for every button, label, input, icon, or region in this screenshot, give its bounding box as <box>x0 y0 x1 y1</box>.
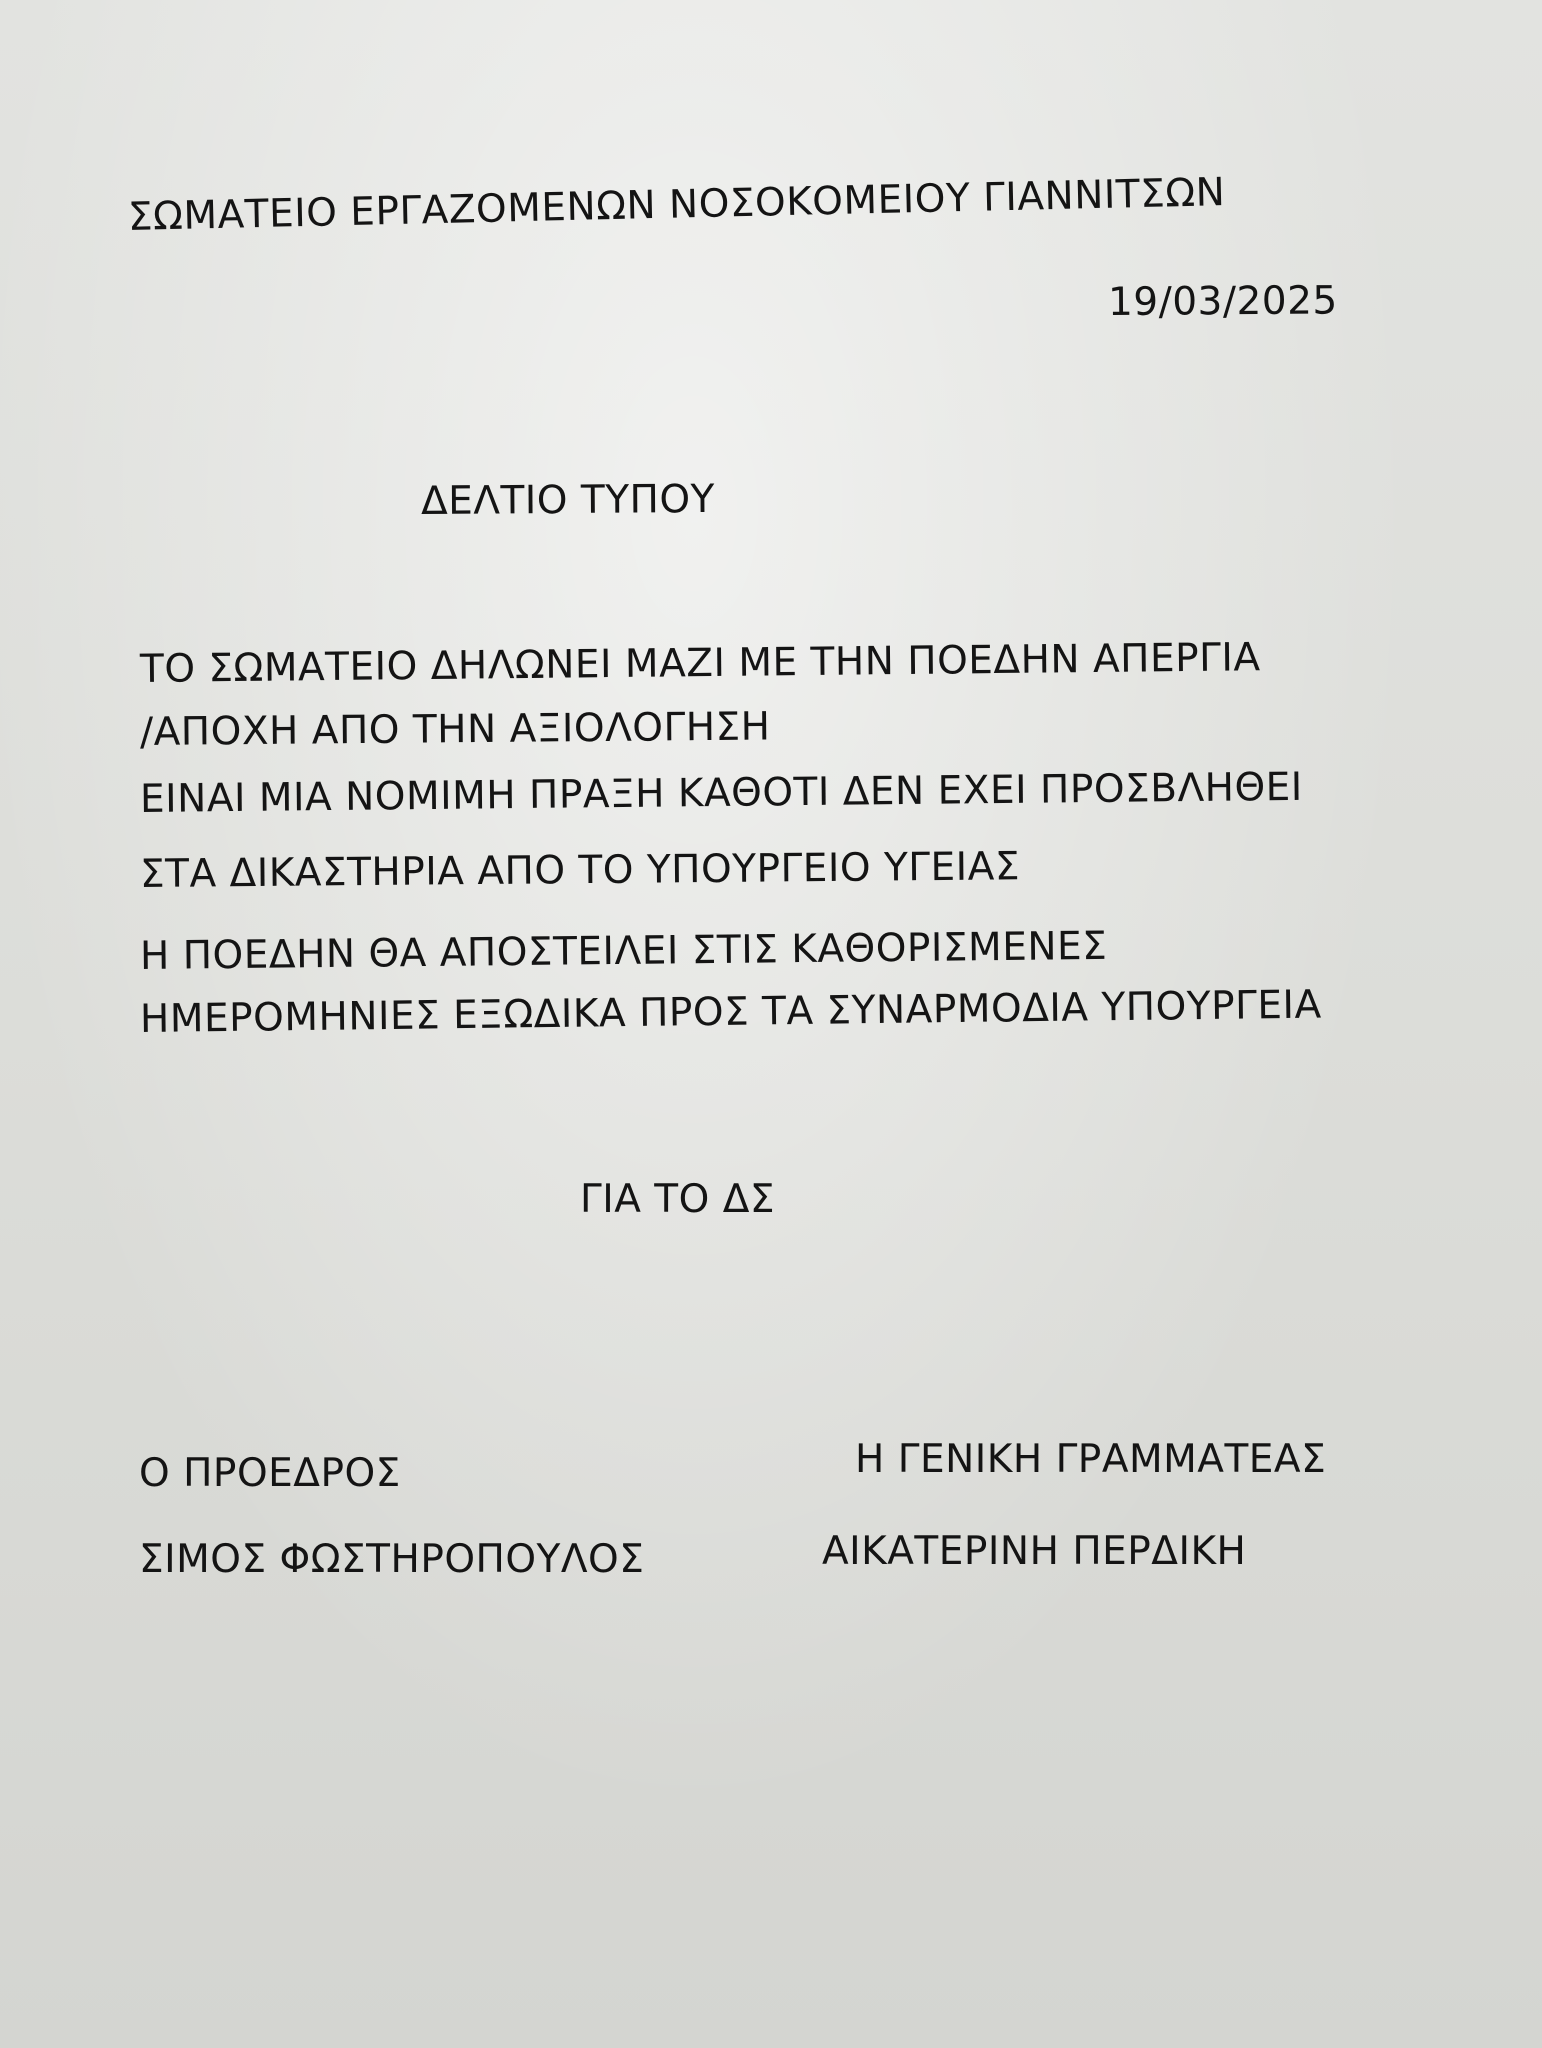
signatory-right-name: ΑΙΚΑΤΕΡΙΝΗ ΠΕΡΔΙΚΗ <box>822 1529 1247 1574</box>
document-title: ΔΕΛΤΙΟ ΤΥΠΟΥ <box>420 476 716 524</box>
paragraph-3-line-1: Η ΠΟΕΔΗΝ ΘΑ ΑΠΟΣΤΕΙΛΕΙ ΣΤΙΣ ΚΑΘΟΡΙΣΜΕΝΕΣ <box>139 923 1108 979</box>
organization-heading: ΣΩΜΑΤΕΙΟ ΕΡΓΑΖΟΜΕΝΩΝ ΝΟΣΟΚΟΜΕΙΟΥ ΓΙΑΝΝΙΤΣΩΝ <box>127 170 1226 240</box>
on-behalf-line: ΓΙΑ ΤΟ ΔΣ <box>580 1177 776 1222</box>
signatory-right-role: Η ΓΕΝΙΚΗ ΓΡΑΜΜΑΤΕΑΣ <box>855 1437 1327 1482</box>
paragraph-3-line-2: ΗΜΕΡΟΜΗΝΙΕΣ ΕΞΩΔΙΚΑ ΠΡΟΣ ΤΑ ΣΥΝΑΡΜΟΔΙΑ ΥΠΟΥΡΓΕΙΑ <box>139 982 1322 1042</box>
paragraph-2-line-2: ΣΤΑ ΔΙΚΑΣΤΗΡΙΑ ΑΠΟ ΤΟ ΥΠΟΥΡΓΕΙΟ ΥΓΕΙΑΣ <box>139 844 1021 897</box>
paragraph-1-line-2: /ΑΠΟΧΗ ΑΠΟ ΤΗΝ ΑΞΙΟΛΟΓΗΣΗ <box>139 704 771 755</box>
document-date: 19/03/2025 <box>1107 278 1338 325</box>
signatory-left-name: ΣΙΜΟΣ ΦΩΣΤΗΡΟΠΟΥΛΟΣ <box>139 1537 645 1582</box>
paragraph-1-line-1: ΤΟ ΣΩΜΑΤΕΙΟ ΔΗΛΩΝΕΙ ΜΑΖΙ ΜΕ ΤΗΝ ΠΟΕΔΗΝ ΑΠΕΡΓΙΑ <box>139 635 1261 692</box>
signatory-left-role: Ο ΠΡΟΕΔΡΟΣ <box>139 1451 401 1496</box>
paragraph-2-line-1: ΕΙΝΑΙ ΜΙΑ ΝΟΜΙΜΗ ΠΡΑΞΗ ΚΑΘΟΤΙ ΔΕΝ ΕΧΕΙ ΠΡΟΣΒΛΗΘΕΙ <box>139 764 1304 822</box>
